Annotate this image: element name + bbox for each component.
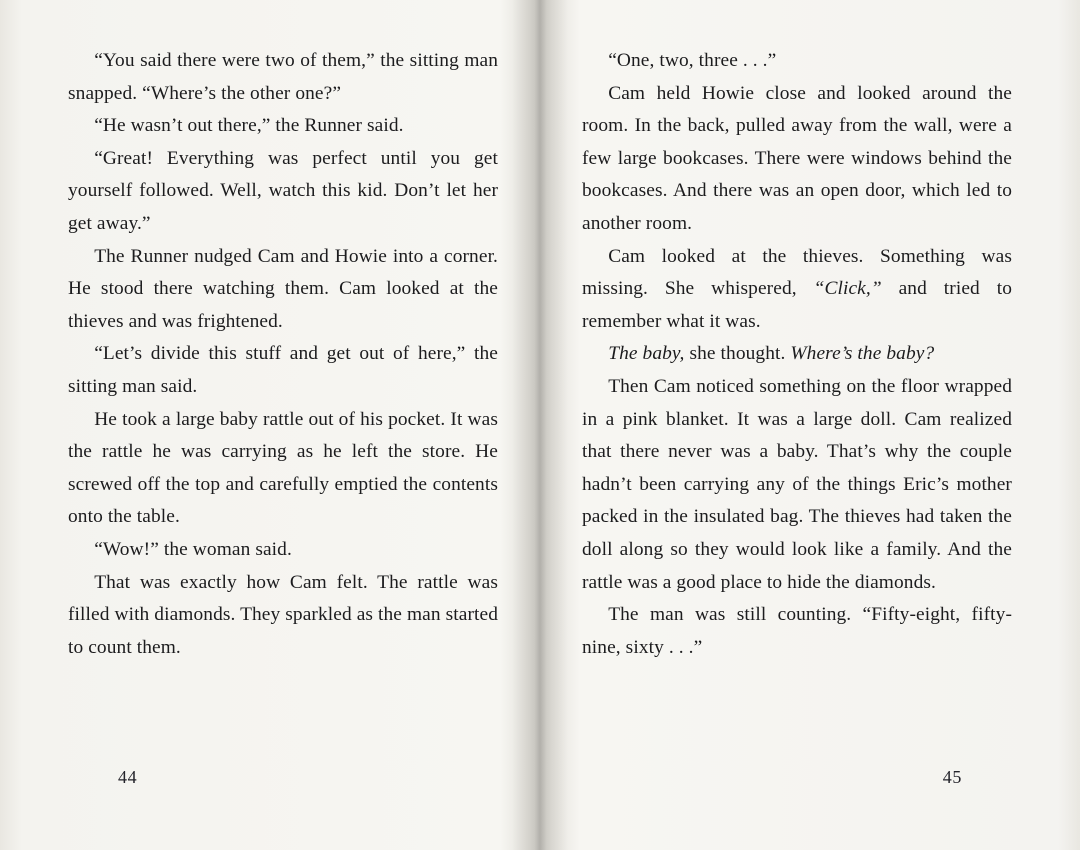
right-page: [540, 0, 1080, 850]
paragraph: The Runner nudged Cam and Howie into a corner. He stood there watching them. Cam looked at the thieves and was frightened.: [68, 245, 498, 332]
paragraph: “Great! Everything was perfect until you get yourself followed. Well, watch this kid. Don’t let her get away.”: [68, 147, 498, 234]
paragraph: “He wasn’t out there,” the Runner said.: [94, 115, 404, 137]
paragraph: Then Cam noticed something on the floor wrapped in a pink blanket. It was a large doll. Cam realized that there never was a baby. That’s why the couple hadn’t been carrying any of the things Eric’s mother packed in the insulated bag. The thieves had taken the doll along so they would look like a family. And the rattle was a good place to hide the diamonds.: [582, 375, 1012, 593]
paragraph: He took a large baby rattle out of his pocket. It was the rattle he was carrying as he left the store. He screwed off the top and carefully emptied the contents onto the table.: [68, 408, 498, 528]
page-number-left: 44: [118, 767, 138, 787]
paragraph: “Wow!” the woman said.: [94, 538, 292, 560]
paragraph: That was exactly how Cam felt. The rattle was filled with diamonds. They sparkled as the man started to count them.: [68, 571, 498, 658]
left-page-text-column: [68, 45, 498, 664]
paragraph: Cam held Howie close and looked around the room. In the back, pulled away from the wall, were a few large bookcases. There were windows behind the bookcases. And there was an open door, which led to another room.: [582, 82, 1012, 234]
paragraph: “Let’s divide this stuff and get out of here,” the sitting man said.: [68, 343, 498, 397]
paragraph: Cam looked at the thieves. Something was missing. She whispered, “Click,” and tried to remember what it was.: [582, 245, 1012, 332]
right-page-text-column: [582, 45, 1012, 664]
paragraph: “You said there were two of them,” the sitting man snapped. “Where’s the other one?”: [68, 50, 498, 104]
paragraph: The baby, she thought. Where’s the baby?: [608, 343, 935, 365]
page-number-right: 45: [942, 767, 962, 787]
paragraph: The man was still counting. “Fifty-eight, fifty-nine, sixty . . .”: [582, 604, 1012, 658]
paragraph: “One, two, three . . .”: [608, 50, 777, 71]
